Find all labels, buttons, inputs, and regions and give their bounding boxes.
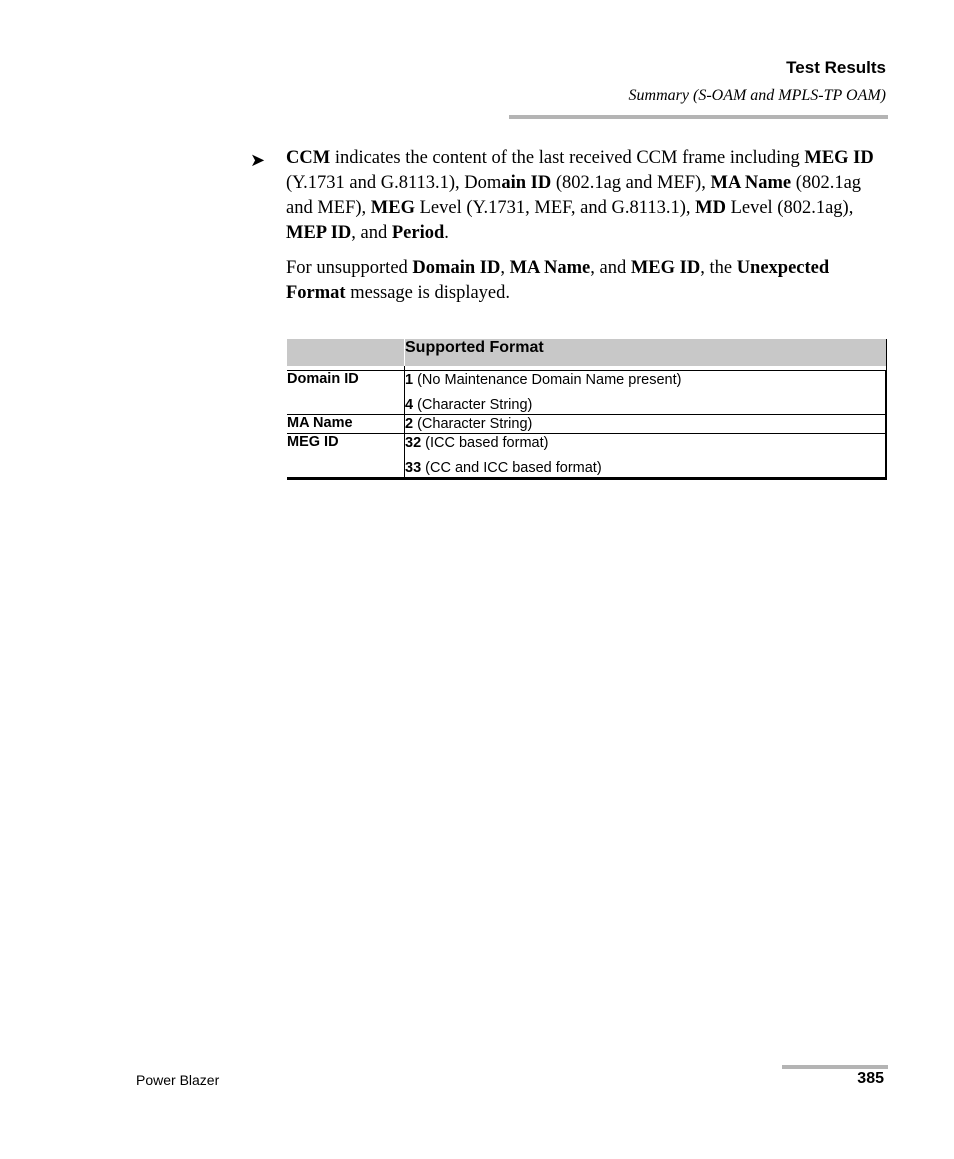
section-subtitle: Summary (S-OAM and MPLS-TP OAM) — [628, 87, 886, 104]
bold-term: Period — [391, 223, 445, 243]
table-row — [287, 434, 886, 479]
table-header-field — [287, 339, 405, 366]
format-code: 33 — [405, 460, 422, 476]
format-code: 32 — [405, 435, 422, 451]
text-run: , and — [351, 223, 392, 243]
text-run: , and — [590, 258, 631, 278]
bold-term: ain ID — [501, 173, 552, 193]
text-run: For unsupported — [286, 258, 413, 278]
text-run: (802.1ag and MEF), — [551, 173, 711, 193]
text-run: message is displayed. — [345, 283, 511, 303]
table-body — [287, 371, 886, 479]
format-code: 2 — [405, 416, 414, 432]
table-row — [287, 415, 886, 434]
format-code: 1 — [405, 372, 414, 388]
text-run: (Y.1731 and G.8113.1), Dom — [286, 173, 502, 193]
text-run: (802.1ag and MEF), — [286, 173, 862, 218]
header-rule — [509, 115, 888, 119]
section-title: Test Results — [786, 58, 886, 77]
text-run: Level (802.1ag), — [725, 198, 854, 218]
text-run: , the — [700, 258, 737, 278]
format-description: (No Maintenance Domain Name present) — [413, 372, 682, 388]
bold-term: MEP ID — [286, 223, 352, 243]
table-row — [287, 371, 886, 415]
supported-format-cell — [405, 415, 887, 434]
field-name-cell: Domain ID — [287, 371, 405, 415]
bold-term: Unexpected Format — [286, 258, 830, 303]
field-name-cell: MA Name — [287, 415, 405, 434]
format-entry — [405, 459, 885, 477]
format-description: (Character String) — [413, 416, 533, 432]
table-header-supported-format: Supported Format — [405, 339, 887, 366]
bold-term: MEG — [370, 198, 415, 218]
format-description: (CC and ICC based format) — [421, 460, 602, 476]
bold-term: MA Name — [509, 258, 591, 278]
format-entry — [405, 396, 885, 414]
text-run: . — [444, 223, 449, 243]
format-description: (Character String) — [413, 397, 533, 413]
text-run: , — [500, 258, 510, 278]
bold-term: CCM — [286, 148, 331, 168]
bold-term: MEG ID — [630, 258, 701, 278]
ccm-paragraph — [286, 146, 886, 246]
page-number: 385 — [857, 1070, 884, 1087]
footer-rule — [782, 1065, 888, 1069]
supported-format-table — [287, 339, 887, 480]
bullet-arrow-icon: ➤ — [250, 150, 266, 170]
bold-term: MD — [695, 198, 726, 218]
supported-format-cell — [405, 371, 887, 415]
unsupported-format-paragraph — [286, 256, 886, 306]
footer-product-name: Power Blazer — [136, 1072, 220, 1088]
supported-format-cell — [405, 434, 887, 479]
table-header-row — [287, 339, 886, 366]
bold-term: MEG ID — [804, 148, 874, 168]
text-run: indicates the content of the last received CCM frame including — [330, 148, 805, 168]
format-entry — [405, 434, 885, 452]
bold-term: MA Name — [710, 173, 792, 193]
field-name-cell: MEG ID — [287, 434, 405, 479]
format-entry — [405, 371, 885, 389]
text-run: Level (Y.1731, MEF, and G.8113.1), — [415, 198, 696, 218]
bold-term: Domain ID — [412, 258, 501, 278]
format-entry — [405, 415, 885, 433]
format-code: 4 — [405, 397, 414, 413]
format-description: (ICC based format) — [421, 435, 549, 451]
